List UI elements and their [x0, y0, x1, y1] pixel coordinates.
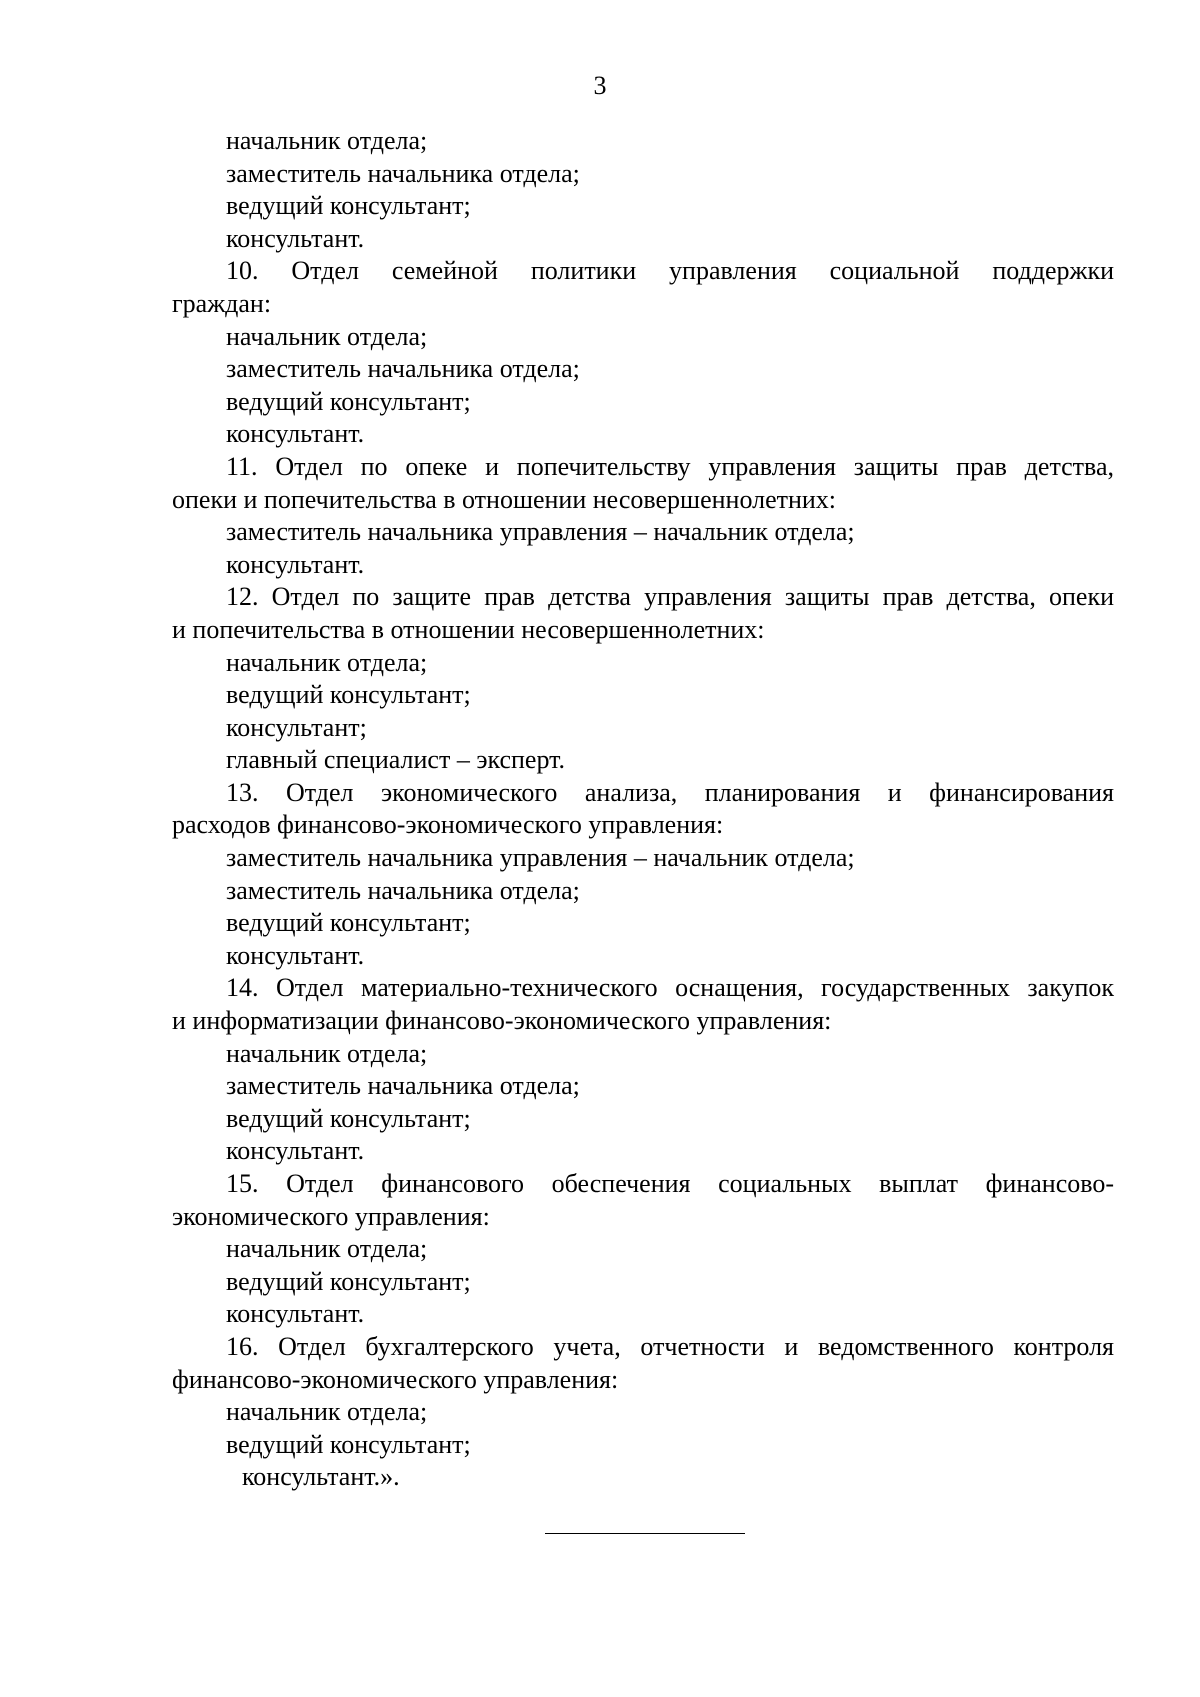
section-heading-13: 13. Отдел экономического анализа, планирования и финансирования	[226, 777, 1114, 807]
section-heading-13-cont: расходов финансово-экономического управления:	[172, 810, 724, 840]
section-heading-14: 14. Отдел материально-технического оснащения, государственных закупок	[226, 973, 1114, 1003]
list-item: начальник отдела;	[226, 647, 428, 677]
list-item: консультант.	[226, 1299, 365, 1329]
list-item: начальник отдела;	[226, 1038, 428, 1068]
section-heading-15-cont: экономического управления:	[172, 1201, 490, 1231]
section-heading-12: 12. Отдел по защите прав детства управления защиты прав детства, опеки	[226, 582, 1114, 612]
list-item: заместитель начальника отдела;	[226, 354, 580, 384]
section-heading-11-cont: опеки и попечительства в отношении несовершеннолетних:	[172, 484, 837, 514]
section-heading-16-cont: финансово-экономического управления:	[172, 1364, 619, 1394]
list-item: консультант;	[226, 712, 367, 742]
section-heading-10: 10. Отдел семейной политики управления социальной поддержки	[226, 256, 1114, 286]
section-heading-14-cont: и информатизации финансово-экономического управления:	[172, 1006, 832, 1036]
list-item: ведущий консультант;	[226, 386, 471, 416]
section-heading-11: 11. Отдел по опеке и попечительству управления защиты прав детства,	[226, 451, 1114, 481]
list-item: начальник отдела;	[226, 1234, 428, 1264]
list-item: заместитель начальника отдела;	[226, 1071, 580, 1101]
list-item: ведущий консультант;	[226, 680, 471, 710]
list-item: консультант.	[226, 1136, 365, 1166]
list-item: заместитель начальника отдела;	[226, 158, 580, 188]
list-item: консультант.	[226, 549, 365, 579]
section-heading-15: 15. Отдел финансового обеспечения социальных выплат финансово-	[226, 1169, 1114, 1198]
list-item: начальник отдела;	[226, 321, 428, 351]
list-item: консультант.	[226, 223, 365, 253]
list-item: ведущий консультант;	[226, 1429, 471, 1459]
page-number: 3	[593, 71, 607, 100]
list-item: ведущий консультант;	[226, 908, 471, 938]
list-item: ведущий консультант;	[226, 1266, 471, 1296]
section-heading-16: 16. Отдел бухгалтерского учета, отчетности и ведомственного контроля	[226, 1331, 1114, 1361]
list-item: главный специалист – эксперт.	[226, 745, 566, 775]
list-item: начальник отдела;	[226, 126, 428, 155]
list-item: консультант.	[226, 419, 365, 449]
list-item: начальник отдела;	[226, 1397, 428, 1427]
document-body	[172, 125, 1114, 1494]
list-item: заместитель начальника отдела;	[226, 875, 580, 905]
list-item: консультант.	[226, 940, 365, 970]
end-separator-line	[545, 1533, 745, 1534]
list-item: заместитель начальника управления – начальник отдела;	[226, 843, 855, 873]
section-heading-10-cont: граждан:	[172, 288, 272, 318]
list-item: ведущий консультант;	[226, 1103, 471, 1133]
list-item: заместитель начальника управления – начальник отдела;	[226, 517, 855, 547]
section-heading-12-cont: и попечительства в отношении несовершеннолетних:	[172, 614, 765, 644]
list-item: ведущий консультант;	[226, 191, 471, 221]
list-item-final: консультант.».	[242, 1462, 400, 1492]
